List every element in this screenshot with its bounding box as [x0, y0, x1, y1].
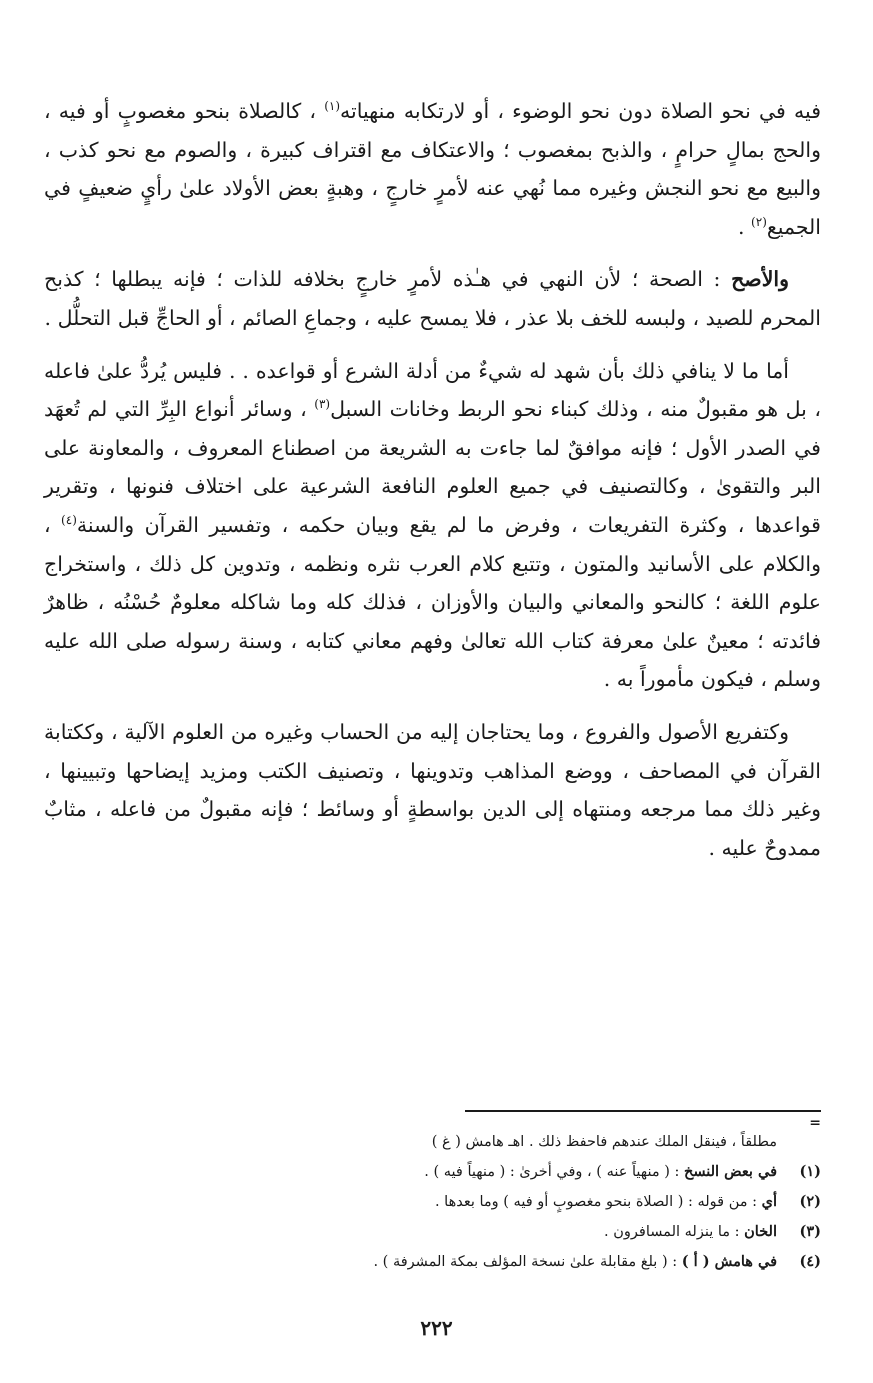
paragraph — [44, 713, 821, 867]
footnote-rule — [465, 1110, 821, 1112]
footnote-number: (١) — [799, 1163, 821, 1180]
footnote-text — [424, 1157, 777, 1187]
footnote-keyword: أي — [761, 1193, 777, 1210]
paragraph-text: . — [738, 214, 752, 239]
footnote-reference: (٢) — [751, 214, 767, 229]
footnote-1 — [44, 1157, 821, 1187]
footnote-text — [373, 1247, 777, 1277]
footnote-3 — [44, 1217, 821, 1247]
paragraph-text: ، كالصلاة بنحو مغصوبٍ أو فيه ، والحج بمالٍ حرامٍ ، والذبح بمغصوب ؛ والاعتكاف مع اقتراف كبيرة ، والصوم مع نحو كذب ، والبيع مع نحو النجش وغيره مما نُهي عنه لأمرٍ خارجٍ ، وهبةٍ بعض الأولاد علىٰ رأيٍ ضعيفٍ في الجميع — [44, 99, 821, 239]
lead-term: والأصح — [731, 267, 789, 292]
footnote-reference: (٣) — [314, 397, 331, 412]
footnote-keyword: في بعض النسخ — [683, 1163, 777, 1180]
paragraph — [44, 260, 821, 337]
footnote-number: (٣) — [799, 1223, 821, 1240]
footnote-continuation-mark: = — [809, 1115, 821, 1131]
paragraph-text: وكتفريع الأصول والفروع ، وما يحتاجان إليه من الحساب وغيره من العلوم الآلية ، وككتابة القرآن في المصاحف ، ووضع المذاهب وتدوينها ، وتصنيف الكتب ومزيد إيضاحها وتبيينها ، وغير ذلك مما مرجعه ومنتهاه إلى الدين بواسطةٍ أو وسائط ؛ فإنه مقبولٌ من فاعله ، مثابٌ ممدوحٌ عليه . — [44, 719, 821, 860]
paragraph — [44, 352, 821, 699]
footnote-body: : من قوله : ( الصلاة بنحو مغصوبٍ أو فيه ) وما بعدها . — [434, 1194, 762, 1210]
paragraph-text: ، وسائر أنواع البِرِّ التي لم تُعهَد في الصدر الأول ؛ فإنه موافقٌ لما جاءت به الشريعة من اصطناع المعروف ، والمعاونة على البر والتقوىٰ ، وكالتصنيف في جميع العلوم النافعة الشرعية على اختلاف فنونها ، وتقرير قواعدها ، وكثرة التفريعات ، وفرض ما لم يقع وبيان حكمه ، وتفسير القرآن والسنة — [44, 397, 821, 537]
footnote-number: (٤) — [799, 1253, 821, 1270]
footnote-continuation-text: مطلقاً ، فينقل الملك عندهم فاحفظ ذلك . اهـ هامش ( غ ) — [431, 1134, 777, 1150]
paragraph-text: : الصحة ؛ لأن النهي في هـٰذه لأمرٍ خارجٍ بخلافه للذات ؛ فإنه يبطلها ؛ كذبح المحرم للصيد ، ولبسه للخف بلا عذر ، فلا يمسح عليه ، وجماعِ الصائم ، أو الحاجِّ قبل التحلُّل . — [44, 267, 821, 330]
paragraph-text: فيه في نحو الصلاة دون نحو الوضوء ، أو لارتكابه منهياته — [340, 99, 821, 123]
paragraph-text: أما ما لا ينافي ذلك بأن شهد له شيءٌ من أدلة الشرع أو قواعده . . فليس يُردُّ علىٰ فاعله ، بل هو مقبولٌ منه ، وذلك كبناء نحو الربط وخانات السبل — [44, 358, 821, 422]
footnote-number: (٢) — [799, 1193, 821, 1210]
footnote-keyword: في هامش ( أ ) — [681, 1253, 777, 1270]
footnote-2 — [44, 1187, 821, 1217]
paragraph — [44, 92, 821, 246]
footnote-separator — [465, 1110, 821, 1122]
footnote-4 — [44, 1247, 821, 1277]
footnotes — [44, 1128, 821, 1277]
footnote-text — [604, 1217, 777, 1247]
footnote-reference: (١) — [324, 99, 341, 114]
page-number: ٢٢٢ — [420, 1316, 453, 1340]
main-text — [44, 92, 821, 881]
footnote-continuation — [44, 1128, 821, 1157]
footnote-reference: (٤) — [61, 513, 77, 528]
footnote-body: : ( منهياً عنه ) ، وفي أخرىٰ : ( منهياً فيه ) . — [424, 1164, 684, 1180]
paragraph-text: ، والكلام على الأسانيد والمتون ، وتتبع كلام العرب نثره ونظمه ، وتدوين كل ذلك ، واستخراج علوم اللغة ؛ كالنحو والمعاني والبيان والأوزان ، فذلك كله وما شاكله معلومٌ حُسْنُه ، ظاهرٌ فائدته ؛ معينٌ علىٰ معرفة كتاب الله تعالىٰ وفهم معاني كتابه ، وسنة رسوله صلى الله عليه وسلم ، فيكون مأموراً به . — [44, 512, 821, 692]
footnote-body: : ما ينزله المسافرون . — [604, 1224, 745, 1240]
footnote-body: : ( بلغ مقابلة علىٰ نسخة المؤلف بمكة المشرفة ) . — [373, 1254, 682, 1270]
footnote-text — [435, 1187, 777, 1217]
footnote-keyword: الخان — [744, 1223, 777, 1240]
